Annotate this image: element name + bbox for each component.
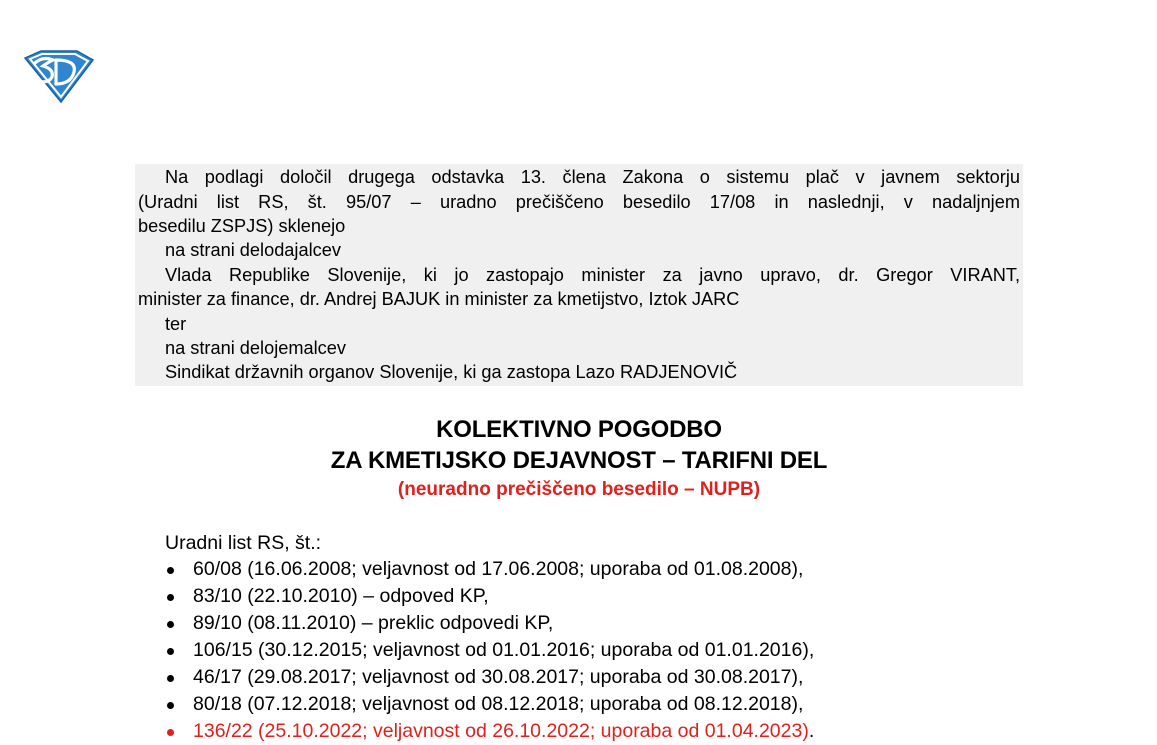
preamble-line: besedilu ZSPJS) sklenejo (138, 216, 346, 236)
preamble-line: ter (165, 314, 187, 334)
preamble-line: (Uradni list RS, št. 95/07 – uradno prečiščeno besedilo 17/08 in naslednji, v nadaljnjem (138, 192, 1020, 212)
gazette-list (165, 556, 814, 745)
list-item-text: 60/08 (16.06.2008; veljavnost od 17.06.2008; uporaba od 01.08.2008), (193, 558, 804, 580)
bullet-icon (167, 648, 174, 655)
document-title (135, 414, 1023, 504)
list-item (165, 691, 814, 718)
list-item-suffix: . (808, 720, 815, 742)
bullet-icon (167, 594, 174, 601)
title-line-1: KOLEKTIVNO POGODBO (436, 416, 722, 443)
preamble-line: Sindikat državnih organov Slovenije, ki ga zastopa Lazo RADJENOVIČ (165, 362, 738, 382)
gazette-label: Uradni list RS, št.: (165, 532, 322, 554)
bullet-icon (167, 675, 174, 682)
list-item-text: 89/10 (08.11.2010) – preklic odpovedi KP, (193, 612, 554, 634)
list-item-text: 106/15 (30.12.2015; veljavnost od 01.01.2016; uporaba od 01.01.2016), (193, 639, 815, 661)
preamble-line: na strani delojemalcev (165, 338, 346, 358)
list-item (165, 556, 814, 583)
list-item (165, 583, 814, 610)
list-item (165, 664, 814, 691)
bullet-icon (167, 702, 174, 709)
preamble-line: na strani delodajalcev (165, 240, 341, 260)
list-item-text: 83/10 (22.10.2010) – odpoved KP, (193, 585, 489, 607)
preamble-line: Vlada Republike Slovenije, ki jo zastopajo minister za javno upravo, dr. Gregor VIRANT, (165, 265, 1020, 285)
sd-shield-logo-icon (21, 48, 95, 104)
list-item-text: 46/17 (29.08.2017; veljavnost od 30.08.2017; uporaba od 30.08.2017), (193, 666, 804, 688)
preamble-line: Na podlagi določil drugega odstavka 13. člena Zakona o sistemu plač v javnem sektorju (165, 167, 1020, 187)
intro-preamble (135, 164, 1023, 386)
list-item (165, 637, 814, 664)
sd-logo (21, 48, 95, 104)
title-line-2: ZA KMETIJSKO DEJAVNOST – TARIFNI DEL (330, 447, 828, 474)
preamble-line: minister za finance, dr. Andrej BAJUK in minister za kmetijstvo, Iztok JARC (138, 289, 740, 309)
list-item (165, 610, 814, 637)
list-item-text: 136/22 (25.10.2022; veljavnost od 26.10.2022; uporaba od 01.04.2023) (193, 720, 809, 742)
list-item-highlighted (165, 718, 814, 745)
bullet-icon (167, 729, 174, 736)
bullet-icon (167, 621, 174, 628)
title-subtitle: (neuradno prečiščeno besedilo – NUPB) (397, 479, 761, 500)
bullet-icon (167, 567, 174, 574)
list-item-text: 80/18 (07.12.2018; veljavnost od 08.12.2018; uporaba od 08.12.2018), (193, 693, 804, 715)
